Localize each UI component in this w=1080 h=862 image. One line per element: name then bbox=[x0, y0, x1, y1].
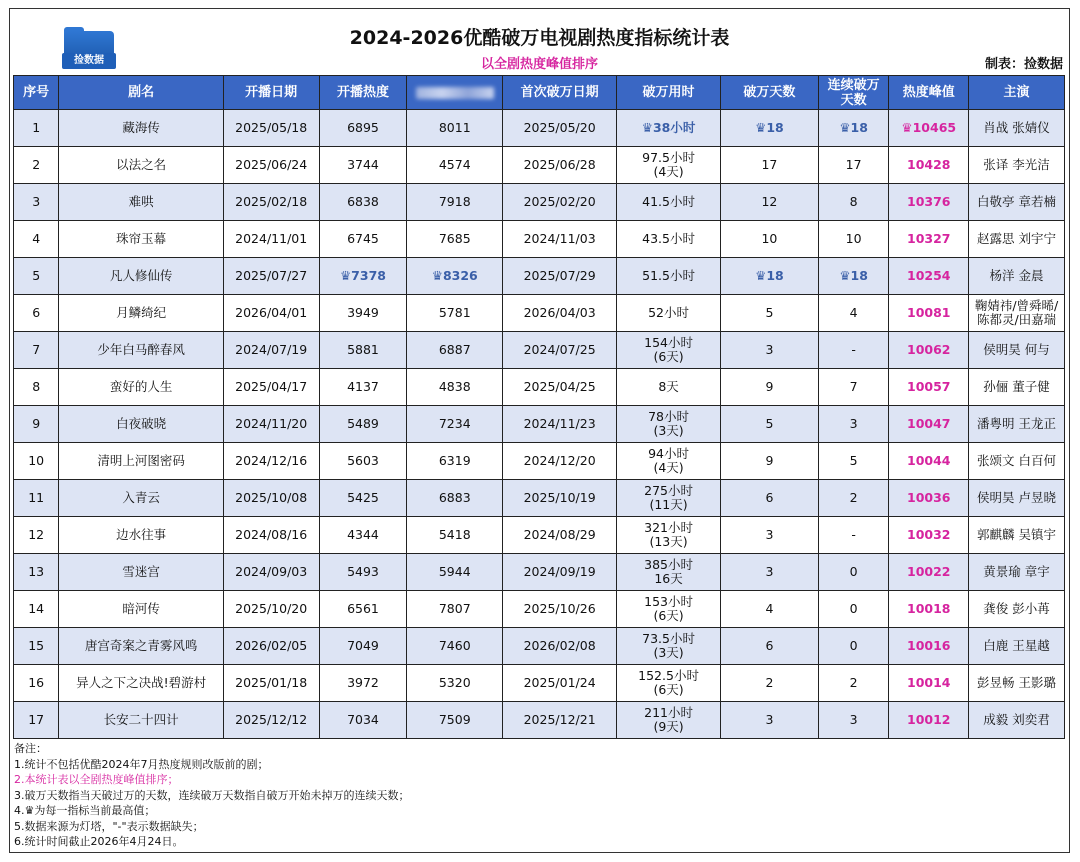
cell-cast: 侯明昊 卢昱晓 bbox=[969, 480, 1065, 517]
cell-start-date: 2025/12/12 bbox=[223, 702, 319, 739]
cell-cast: 杨洋 金晨 bbox=[969, 258, 1065, 295]
col-peak-header: 热度峰值 bbox=[889, 76, 969, 110]
cell-name: 异人之下之决战!碧游村 bbox=[59, 665, 223, 702]
cell-peak: 10044 bbox=[889, 443, 969, 480]
cell-days: 4 bbox=[721, 591, 819, 628]
cell-cast: 鞠婧祎/曾舜晞/ 陈都灵/田嘉瑞 bbox=[969, 295, 1065, 332]
cell-cast: 肖战 张婧仪 bbox=[969, 110, 1065, 147]
cell-time: 43.5小时 bbox=[617, 221, 721, 258]
cell-name: 难哄 bbox=[59, 184, 223, 221]
cell-consec-days: 10 bbox=[818, 221, 889, 258]
cell-blurred-metric: 4574 bbox=[407, 147, 503, 184]
col-start-heat-header: 开播热度 bbox=[319, 76, 407, 110]
cell-start-date: 2025/06/24 bbox=[223, 147, 319, 184]
cell-name: 少年白马醉春风 bbox=[59, 332, 223, 369]
cell-peak: 10057 bbox=[889, 369, 969, 406]
cell-peak: 10376 bbox=[889, 184, 969, 221]
cell-start-heat: 5493 bbox=[319, 554, 407, 591]
blurred-header-label bbox=[416, 87, 494, 99]
cell-first-date: 2024/07/25 bbox=[503, 332, 617, 369]
cell-time: 97.5小时 (4天) bbox=[617, 147, 721, 184]
crown-icon: ♛ bbox=[755, 120, 767, 135]
cell-peak: ♛10465 bbox=[889, 110, 969, 147]
cell-days: 9 bbox=[721, 369, 819, 406]
cell-consec-days: 2 bbox=[818, 665, 889, 702]
cell-start-heat: 4137 bbox=[319, 369, 407, 406]
cell-blurred-metric: 5944 bbox=[407, 554, 503, 591]
cell-cast: 张颂文 白百何 bbox=[969, 443, 1065, 480]
cell-name: 清明上河图密码 bbox=[59, 443, 223, 480]
cell-blurred-metric: 7685 bbox=[407, 221, 503, 258]
header-row bbox=[14, 76, 1065, 110]
col-start-date-header: 开播日期 bbox=[223, 76, 319, 110]
table-row bbox=[14, 665, 1065, 702]
table-row bbox=[14, 184, 1065, 221]
cell-name: 月鳞绮纪 bbox=[59, 295, 223, 332]
cell-first-date: 2025/10/26 bbox=[503, 591, 617, 628]
cell-no: 13 bbox=[14, 554, 59, 591]
cell-name: 白夜破晓 bbox=[59, 406, 223, 443]
cell-start-date: 2025/04/17 bbox=[223, 369, 319, 406]
crown-icon: ♛ bbox=[901, 120, 913, 135]
cell-no: 11 bbox=[14, 480, 59, 517]
col-cast-header: 主演 bbox=[969, 76, 1065, 110]
notes bbox=[14, 741, 410, 850]
cell-start-date: 2024/12/16 bbox=[223, 443, 319, 480]
cell-first-date: 2025/10/19 bbox=[503, 480, 617, 517]
cell-start-heat: 3972 bbox=[319, 665, 407, 702]
cell-no: 1 bbox=[14, 110, 59, 147]
col-days-header: 破万天数 bbox=[721, 76, 819, 110]
cell-consec-days: 5 bbox=[818, 443, 889, 480]
cell-no: 9 bbox=[14, 406, 59, 443]
crown-icon: ♛ bbox=[839, 268, 851, 283]
cell-consec-days: 0 bbox=[818, 591, 889, 628]
table-row bbox=[14, 702, 1065, 739]
cell-peak: 10254 bbox=[889, 258, 969, 295]
cell-name: 入青云 bbox=[59, 480, 223, 517]
cell-name: 以法之名 bbox=[59, 147, 223, 184]
table-row bbox=[14, 554, 1065, 591]
cell-start-heat: 6561 bbox=[319, 591, 407, 628]
cell-name: 凡人修仙传 bbox=[59, 258, 223, 295]
cell-name: 边水往事 bbox=[59, 517, 223, 554]
cell-no: 10 bbox=[14, 443, 59, 480]
cell-time: ♛38小时 bbox=[617, 110, 721, 147]
cell-cast: 黄景瑜 章宇 bbox=[969, 554, 1065, 591]
cell-cast: 龚俊 彭小苒 bbox=[969, 591, 1065, 628]
cell-no: 3 bbox=[14, 184, 59, 221]
cell-time: 153小时 (6天) bbox=[617, 591, 721, 628]
cell-cast: 白敬亭 章若楠 bbox=[969, 184, 1065, 221]
table-body bbox=[14, 110, 1065, 739]
cell-cast: 张译 李光洁 bbox=[969, 147, 1065, 184]
cell-name: 雪迷宫 bbox=[59, 554, 223, 591]
cell-days: ♛18 bbox=[721, 258, 819, 295]
cell-start-date: 2025/05/18 bbox=[223, 110, 319, 147]
cell-days: 3 bbox=[721, 554, 819, 591]
table-row bbox=[14, 295, 1065, 332]
cell-days: 3 bbox=[721, 332, 819, 369]
cell-start-date: 2024/09/03 bbox=[223, 554, 319, 591]
table-row bbox=[14, 369, 1065, 406]
cell-days: 3 bbox=[721, 517, 819, 554]
cell-no: 8 bbox=[14, 369, 59, 406]
cell-cast: 赵露思 刘宇宁 bbox=[969, 221, 1065, 258]
cell-first-date: 2026/02/08 bbox=[503, 628, 617, 665]
cell-first-date: 2025/04/25 bbox=[503, 369, 617, 406]
cell-consec-days: - bbox=[818, 517, 889, 554]
cell-first-date: 2025/05/20 bbox=[503, 110, 617, 147]
cell-time: 8天 bbox=[617, 369, 721, 406]
cell-days: 9 bbox=[721, 443, 819, 480]
table-row bbox=[14, 443, 1065, 480]
cell-start-heat: 6745 bbox=[319, 221, 407, 258]
cell-consec-days: 17 bbox=[818, 147, 889, 184]
cell-days: 17 bbox=[721, 147, 819, 184]
cell-time: 52小时 bbox=[617, 295, 721, 332]
cell-name: 珠帘玉幕 bbox=[59, 221, 223, 258]
cell-days: 2 bbox=[721, 665, 819, 702]
cell-consec-days: 4 bbox=[818, 295, 889, 332]
cell-blurred-metric: 7234 bbox=[407, 406, 503, 443]
cell-time: 78小时 (3天) bbox=[617, 406, 721, 443]
cell-blurred-metric: 7807 bbox=[407, 591, 503, 628]
cell-start-date: 2025/01/18 bbox=[223, 665, 319, 702]
cell-no: 17 bbox=[14, 702, 59, 739]
crown-icon: ♛ bbox=[755, 268, 767, 283]
page-title: 2024-2026优酷破万电视剧热度指标统计表 bbox=[349, 27, 730, 49]
col-consec-days-header: 连续破万 天数 bbox=[818, 76, 889, 110]
note-1: 1.统计不包括优酷2024年7月热度规则改版前的剧； bbox=[14, 757, 269, 771]
cell-blurred-metric: 8011 bbox=[407, 110, 503, 147]
cell-peak: 10016 bbox=[889, 628, 969, 665]
cell-peak: 10032 bbox=[889, 517, 969, 554]
cell-consec-days: 7 bbox=[818, 369, 889, 406]
cell-time: 275小时 (11天) bbox=[617, 480, 721, 517]
note-4: 4.♛为每一指标当前最高值； bbox=[14, 804, 156, 817]
cell-consec-days: 3 bbox=[818, 406, 889, 443]
cell-time: 41.5小时 bbox=[617, 184, 721, 221]
cell-first-date: 2025/12/21 bbox=[503, 702, 617, 739]
cell-start-heat: 7034 bbox=[319, 702, 407, 739]
cell-consec-days: 0 bbox=[818, 554, 889, 591]
notes-heading: 备注： bbox=[14, 742, 47, 755]
note-3: 3.破万天数指当天破过万的天数，连续破万天数指自破万开始未掉万的连续天数； bbox=[14, 788, 410, 802]
table-row bbox=[14, 258, 1065, 295]
crown-icon: ♛ bbox=[339, 268, 352, 283]
cell-days: ♛18 bbox=[721, 110, 819, 147]
cell-start-heat: 7049 bbox=[319, 628, 407, 665]
cell-first-date: 2025/01/24 bbox=[503, 665, 617, 702]
cell-peak: 10012 bbox=[889, 702, 969, 739]
table-row bbox=[14, 628, 1065, 665]
cell-blurred-metric: 6887 bbox=[407, 332, 503, 369]
cell-no: 14 bbox=[14, 591, 59, 628]
cell-first-date: 2025/07/29 bbox=[503, 258, 617, 295]
cell-cast: 成毅 刘奕君 bbox=[969, 702, 1065, 739]
cell-peak: 10327 bbox=[889, 221, 969, 258]
cell-name: 蛮好的人生 bbox=[59, 369, 223, 406]
cell-first-date: 2025/02/20 bbox=[503, 184, 617, 221]
cell-start-date: 2024/11/20 bbox=[223, 406, 319, 443]
cell-no: 15 bbox=[14, 628, 59, 665]
cell-blurred-metric: 5418 bbox=[407, 517, 503, 554]
cell-days: 5 bbox=[721, 295, 819, 332]
cell-peak: 10014 bbox=[889, 665, 969, 702]
cell-blurred-metric: 5320 bbox=[407, 665, 503, 702]
cell-start-date: 2025/07/27 bbox=[223, 258, 319, 295]
table-row bbox=[14, 591, 1065, 628]
cell-no: 2 bbox=[14, 147, 59, 184]
cell-peak: 10081 bbox=[889, 295, 969, 332]
cell-blurred-metric: 5781 bbox=[407, 295, 503, 332]
cell-time: 51.5小时 bbox=[617, 258, 721, 295]
table-row bbox=[14, 147, 1065, 184]
cell-peak: 10062 bbox=[889, 332, 969, 369]
cell-name: 藏海传 bbox=[59, 110, 223, 147]
cell-time: 321小时 (13天) bbox=[617, 517, 721, 554]
cell-blurred-metric: 7918 bbox=[407, 184, 503, 221]
table-row bbox=[14, 221, 1065, 258]
cell-first-date: 2024/11/23 bbox=[503, 406, 617, 443]
stats-table bbox=[13, 75, 1065, 739]
cell-start-date: 2025/10/20 bbox=[223, 591, 319, 628]
cell-start-heat: 4344 bbox=[319, 517, 407, 554]
cell-time: 385小时 16天 bbox=[617, 554, 721, 591]
cell-time: 154小时 (6天) bbox=[617, 332, 721, 369]
table-row bbox=[14, 517, 1065, 554]
col-first-date-header: 首次破万日期 bbox=[503, 76, 617, 110]
cell-cast: 彭昱畅 王影璐 bbox=[969, 665, 1065, 702]
table-row bbox=[14, 406, 1065, 443]
cell-consec-days: 3 bbox=[818, 702, 889, 739]
col-name-header: 剧名 bbox=[59, 76, 223, 110]
cell-peak: 10036 bbox=[889, 480, 969, 517]
cell-consec-days: 8 bbox=[818, 184, 889, 221]
cell-no: 12 bbox=[14, 517, 59, 554]
cell-start-heat: ♛7378 bbox=[319, 258, 407, 295]
logo-text: 捡数据 bbox=[62, 53, 116, 69]
cell-first-date: 2025/06/28 bbox=[503, 147, 617, 184]
cell-time: 152.5小时 (6天) bbox=[617, 665, 721, 702]
cell-days: 6 bbox=[721, 480, 819, 517]
cell-start-heat: 5881 bbox=[319, 332, 407, 369]
crown-icon: ♛ bbox=[641, 120, 653, 135]
cell-no: 5 bbox=[14, 258, 59, 295]
cell-start-date: 2026/04/01 bbox=[223, 295, 319, 332]
cell-start-heat: 3949 bbox=[319, 295, 407, 332]
table-row bbox=[14, 110, 1065, 147]
cell-time: 94小时 (4天) bbox=[617, 443, 721, 480]
cell-first-date: 2024/11/03 bbox=[503, 221, 617, 258]
col-no-header: 序号 bbox=[14, 76, 59, 110]
cell-consec-days: ♛18 bbox=[818, 110, 889, 147]
cell-no: 16 bbox=[14, 665, 59, 702]
cell-name: 暗河传 bbox=[59, 591, 223, 628]
cell-start-date: 2024/07/19 bbox=[223, 332, 319, 369]
cell-days: 6 bbox=[721, 628, 819, 665]
cell-cast: 白鹿 王星越 bbox=[969, 628, 1065, 665]
cell-days: 12 bbox=[721, 184, 819, 221]
cell-name: 唐宫奇案之青雾风鸣 bbox=[59, 628, 223, 665]
cell-start-heat: 6895 bbox=[319, 110, 407, 147]
cell-start-heat: 3744 bbox=[319, 147, 407, 184]
table-frame bbox=[9, 8, 1070, 853]
cell-cast: 潘粤明 王龙正 bbox=[969, 406, 1065, 443]
cell-no: 4 bbox=[14, 221, 59, 258]
subtitle: 以全剧热度峰值排序 bbox=[480, 57, 598, 72]
cell-cast: 郭麒麟 吴镇宇 bbox=[969, 517, 1065, 554]
cell-cast: 侯明昊 何与 bbox=[969, 332, 1065, 369]
note-5: 5.数据来源为灯塔，"-"表示数据缺失； bbox=[14, 819, 204, 833]
cell-peak: 10022 bbox=[889, 554, 969, 591]
cell-first-date: 2024/09/19 bbox=[503, 554, 617, 591]
cell-time: 211小时 (9天) bbox=[617, 702, 721, 739]
cell-blurred-metric: 7460 bbox=[407, 628, 503, 665]
table-row bbox=[14, 332, 1065, 369]
cell-days: 3 bbox=[721, 702, 819, 739]
cell-start-date: 2026/02/05 bbox=[223, 628, 319, 665]
cell-blurred-metric: 6319 bbox=[407, 443, 503, 480]
cell-peak: 10047 bbox=[889, 406, 969, 443]
cell-first-date: 2024/12/20 bbox=[503, 443, 617, 480]
cell-days: 5 bbox=[721, 406, 819, 443]
cell-first-date: 2024/08/29 bbox=[503, 517, 617, 554]
cell-start-date: 2025/02/18 bbox=[223, 184, 319, 221]
cell-peak: 10428 bbox=[889, 147, 969, 184]
cell-peak: 10018 bbox=[889, 591, 969, 628]
cell-start-date: 2024/08/16 bbox=[223, 517, 319, 554]
cell-days: 10 bbox=[721, 221, 819, 258]
note-6: 6.统计时间截止2026年4月24日。 bbox=[14, 835, 184, 848]
cell-start-heat: 5425 bbox=[319, 480, 407, 517]
crown-icon: ♛ bbox=[839, 120, 851, 135]
table-row bbox=[14, 480, 1065, 517]
cell-blurred-metric: 7509 bbox=[407, 702, 503, 739]
cell-consec-days: 2 bbox=[818, 480, 889, 517]
cell-consec-days: - bbox=[818, 332, 889, 369]
cell-start-heat: 6838 bbox=[319, 184, 407, 221]
cell-name: 长安二十四计 bbox=[59, 702, 223, 739]
cell-start-date: 2024/11/01 bbox=[223, 221, 319, 258]
crown-icon: ♛ bbox=[431, 268, 443, 283]
cell-consec-days: 0 bbox=[818, 628, 889, 665]
cell-blurred-metric: 6883 bbox=[407, 480, 503, 517]
cell-start-date: 2025/10/08 bbox=[223, 480, 319, 517]
cell-no: 7 bbox=[14, 332, 59, 369]
maker-label: 制表：捡数据 bbox=[984, 57, 1063, 72]
col-blurred-header bbox=[407, 76, 503, 110]
cell-cast: 孙俪 董子健 bbox=[969, 369, 1065, 406]
cell-blurred-metric: ♛8326 bbox=[407, 258, 503, 295]
cell-consec-days: ♛18 bbox=[818, 258, 889, 295]
cell-time: 73.5小时 (3天) bbox=[617, 628, 721, 665]
col-time-header: 破万用时 bbox=[617, 76, 721, 110]
cell-start-heat: 5603 bbox=[319, 443, 407, 480]
cell-start-heat: 5489 bbox=[319, 406, 407, 443]
cell-blurred-metric: 4838 bbox=[407, 369, 503, 406]
cell-first-date: 2026/04/03 bbox=[503, 295, 617, 332]
note-2: 2.本统计表以全剧热度峰值排序； bbox=[14, 773, 179, 786]
cell-no: 6 bbox=[14, 295, 59, 332]
